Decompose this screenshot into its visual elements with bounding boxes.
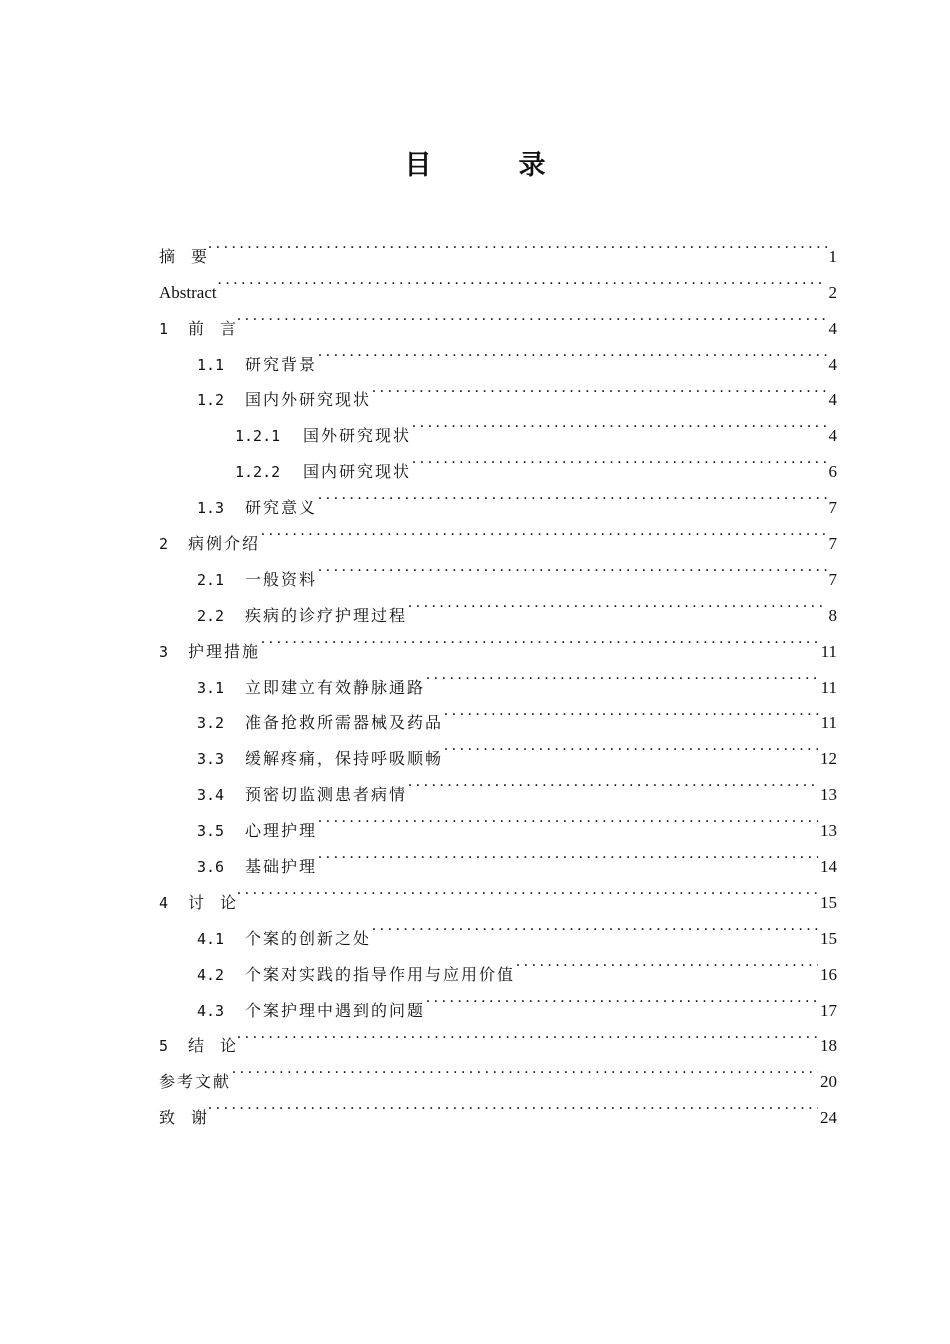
- toc-leader: [426, 980, 818, 1016]
- toc-label: 准备抢救所需器械及药品: [245, 713, 444, 733]
- toc-entry-references[interactable]: [159, 1051, 837, 1092]
- toc-number: 1: [159, 319, 169, 338]
- toc-number: 3.2: [197, 714, 225, 733]
- toc-label: 个案对实践的指导作用与应用价值: [245, 964, 516, 984]
- toc-number: 3: [159, 642, 169, 661]
- toc-number: 3.4: [197, 786, 225, 805]
- toc-entry-abstract-en[interactable]: [159, 262, 837, 302]
- toc-leader: [408, 764, 818, 800]
- toc-page-number: 4: [828, 354, 837, 374]
- toc-number: 3.6: [197, 858, 225, 877]
- toc-entry-4[interactable]: [159, 872, 837, 912]
- toc-page-number: 7: [828, 569, 837, 589]
- toc-leader: [426, 657, 819, 693]
- toc-label: 立即建立有效静脉通路: [245, 677, 426, 697]
- toc-entry-1-1[interactable]: [159, 334, 837, 374]
- toc-label: Abstract: [159, 282, 217, 302]
- toc-number: 3.5: [197, 822, 225, 841]
- toc-entry-3[interactable]: [159, 621, 837, 661]
- toc-page-number: 16: [820, 964, 837, 984]
- toc-leader: [444, 693, 819, 729]
- toc-leader: [372, 370, 826, 406]
- toc-number: 2.1: [197, 570, 225, 589]
- toc-page-number: 7: [828, 498, 837, 518]
- toc-label: 前 言: [188, 318, 237, 338]
- toc-entry-2-1[interactable]: [159, 549, 837, 589]
- toc-leader: [318, 334, 826, 370]
- toc-entry-3-1[interactable]: [159, 657, 837, 697]
- toc-leader: [218, 262, 827, 298]
- toc-page-number: 2: [828, 282, 837, 302]
- toc-page-number: 11: [820, 641, 837, 661]
- toc-label: 病例介绍: [188, 534, 261, 554]
- toc-number: 3.1: [197, 678, 225, 697]
- toc-page-number: 17: [820, 1000, 837, 1020]
- toc-label: 结 论: [188, 1036, 237, 1056]
- toc-entry-2[interactable]: [159, 513, 837, 554]
- toc-page-number: 4: [828, 390, 837, 410]
- toc-label: 个案护理中遇到的问题: [245, 1000, 426, 1020]
- toc-number: 4.2: [197, 965, 225, 984]
- toc-label: 研究意义: [245, 498, 318, 518]
- toc-page-number: 20: [820, 1072, 837, 1092]
- toc-label: 摘 要: [159, 246, 208, 266]
- toc-label: 疾病的诊疗护理过程: [245, 605, 408, 625]
- toc-leader: [412, 441, 826, 477]
- page-title: 目 录: [404, 150, 576, 181]
- toc-leader: [232, 1051, 818, 1087]
- toc-number: 1.2: [197, 391, 225, 410]
- toc-number: 4.1: [197, 929, 225, 948]
- toc-leader: [318, 836, 818, 872]
- toc-entry-5[interactable]: [159, 1016, 837, 1056]
- toc-page-number: 11: [820, 713, 837, 733]
- toc-label: 参考文献: [159, 1072, 232, 1092]
- toc-leader: [208, 1087, 818, 1123]
- toc-leader: [237, 298, 826, 334]
- toc-label: 基础护理: [245, 857, 318, 877]
- toc-label: 缓解疼痛，保持呼吸顺畅: [245, 749, 444, 769]
- toc-page-number: 8: [828, 605, 837, 625]
- toc-label: 研究背景: [245, 354, 318, 374]
- toc-leader: [208, 226, 826, 262]
- toc-label: 护理措施: [188, 641, 261, 661]
- toc-label: 国内外研究现状: [245, 390, 372, 410]
- toc-entry-1[interactable]: [159, 298, 837, 338]
- toc-label: 国外研究现状: [303, 426, 412, 446]
- toc-page-number: 15: [820, 892, 837, 912]
- toc-number: 1.2.1: [235, 427, 281, 446]
- toc-page-number: 1: [828, 246, 837, 266]
- toc-leader: [237, 1016, 818, 1052]
- toc-page-number: 7: [828, 534, 837, 554]
- toc-page-number: 13: [820, 785, 837, 805]
- toc-page-number: 4: [828, 318, 837, 338]
- table-of-contents: [159, 226, 837, 1128]
- toc-page-number: 14: [820, 857, 837, 877]
- toc-page-number: 15: [820, 928, 837, 948]
- toc-leader: [408, 585, 826, 621]
- toc-page-number: 24: [820, 1108, 837, 1128]
- toc-page-number: 11: [820, 677, 837, 697]
- toc-leader: [261, 513, 826, 549]
- toc-leader: [237, 872, 818, 908]
- toc-number: 4: [159, 893, 169, 912]
- toc-leader: [372, 908, 818, 944]
- toc-leader: [318, 477, 826, 513]
- toc-leader: [444, 728, 818, 764]
- toc-number: 1.3: [197, 499, 225, 518]
- toc-label: 致 谢: [159, 1108, 208, 1128]
- toc-number: 3.3: [197, 750, 225, 769]
- toc-number: 5: [159, 1037, 169, 1056]
- toc-number: 1.1: [197, 355, 225, 374]
- toc-page-number: 6: [828, 462, 837, 482]
- toc-label: 预密切监测患者病情: [245, 785, 408, 805]
- toc-page-number: 12: [820, 749, 837, 769]
- toc-leader: [261, 621, 819, 657]
- toc-label: 讨 论: [188, 892, 237, 912]
- toc-leader: [318, 800, 818, 836]
- toc-leader: [318, 549, 826, 585]
- toc-number: 2: [159, 535, 169, 554]
- toc-label: 一般资料: [245, 569, 318, 589]
- toc-leader: [516, 944, 818, 980]
- toc-page-number: 4: [828, 426, 837, 446]
- toc-page-number: 13: [820, 821, 837, 841]
- toc-label: 国内研究现状: [303, 462, 412, 482]
- toc-label: 心理护理: [245, 821, 318, 841]
- toc-entry-abstract-cn[interactable]: [159, 226, 837, 266]
- toc-entry-acknowledgements[interactable]: [159, 1087, 837, 1128]
- toc-leader: [412, 405, 826, 441]
- toc-entry-4-1[interactable]: [159, 908, 837, 948]
- toc-page-number: 18: [820, 1036, 837, 1056]
- toc-number: 1.2.2: [235, 463, 281, 482]
- toc-number: 4.3: [197, 1001, 225, 1020]
- toc-label: 个案的创新之处: [245, 928, 372, 948]
- toc-number: 2.2: [197, 606, 225, 625]
